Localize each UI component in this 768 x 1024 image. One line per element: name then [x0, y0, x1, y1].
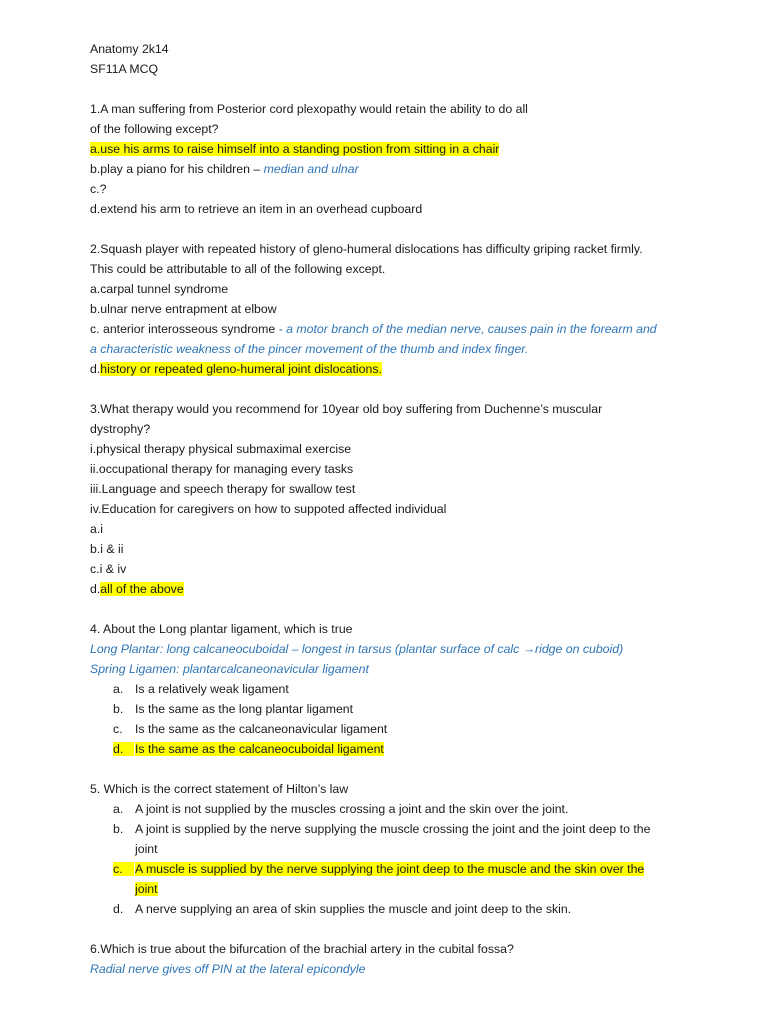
q4-option-a: Is a relatively weak ligament	[135, 682, 289, 696]
q1-option-b-note: median and ulnar	[263, 162, 359, 176]
q4-option-c-marker: c.	[113, 722, 123, 736]
q4-note-line1	[90, 639, 623, 659]
q5-option-b-line2: joint	[135, 842, 158, 856]
q2-option-b: b.ulnar nerve entrapment at elbow	[90, 302, 277, 316]
q4-note-line2: Spring Ligamen: plantarcalcaneonavicular ligament	[90, 662, 369, 676]
q4-option-d-text: Is the same as the calcaneocuboidal ligament	[135, 742, 384, 756]
q5-option-c-line2	[135, 879, 158, 899]
q6-stem: 6.Which is true about the bifurcation of the brachial artery in the cubital fossa?	[90, 942, 514, 956]
q3-stem-line1: 3.What therapy would you recommend for 10year old boy suffering from Duchenne’s muscular	[90, 402, 603, 416]
q2-option-c-note: - a motor branch of the median nerve, causes pain in the forearm and	[278, 322, 657, 336]
q5-option-c-marker-text: c.	[113, 862, 134, 876]
q4-stem: 4. About the Long plantar ligament, which is true	[90, 622, 353, 636]
q5-option-a-marker: a.	[113, 802, 124, 816]
doc-title: Anatomy 2k14	[90, 42, 169, 56]
q4-option-b-marker: b.	[113, 702, 124, 716]
q5-option-d: A nerve supplying an area of skin supplies the muscle and joint deep to the skin.	[135, 902, 572, 916]
q4-option-d-marker	[113, 739, 134, 759]
q5-stem: 5. Which is the correct statement of Hilton’s law	[90, 782, 349, 796]
q3-option-c: c.i & iv	[90, 562, 127, 576]
q2-option-a: a.carpal tunnel syndrome	[90, 282, 229, 296]
q2-option-c-note-line2: a characteristic weakness of the pincer movement of the thumb and index finger.	[90, 342, 529, 356]
q5-option-c-text1: A muscle is supplied by the nerve supplying the joint deep to the muscle and the skin over the	[135, 862, 645, 876]
q3-stem-line2: dystrophy?	[90, 422, 151, 436]
q1-stem-line2: of the following except?	[90, 122, 219, 136]
q4-note-text-end: ridge on cuboid)	[535, 642, 624, 656]
q2-option-d	[90, 359, 382, 379]
q1-stem-line1: 1.A man suffering from Posterior cord plexopathy would retain the ability to do all	[90, 102, 528, 116]
q3-option-a: a.i	[90, 522, 103, 536]
q2-option-d-text: history or repeated gleno-humeral joint dislocations.	[100, 362, 382, 376]
q2-option-d-prefix: d.	[90, 362, 101, 376]
q4-option-a-marker: a.	[113, 682, 124, 696]
q1-option-d: d.extend his arm to retrieve an item in an overhead cupboard	[90, 202, 423, 216]
q3-option-d-prefix: d.	[90, 582, 101, 596]
q3-item-i: i.physical therapy physical submaximal exercise	[90, 442, 352, 456]
q3-option-d-text: all of the above	[100, 582, 184, 596]
q4-note-text: Long Plantar: long calcaneocuboidal – longest in tarsus (plantar surface of calc	[90, 642, 523, 656]
q3-item-iii: iii.Language and speech therapy for swallow test	[90, 482, 356, 496]
q1-option-a	[90, 139, 499, 159]
q2-option-c-text: c. anterior interosseous syndrome	[90, 322, 279, 336]
q5-option-b-marker: b.	[113, 822, 124, 836]
q2-option-c	[90, 319, 657, 339]
q6-note: Radial nerve gives off PIN at the lateral epicondyle	[90, 962, 366, 976]
q5-option-c-line1	[135, 859, 644, 879]
q5-option-d-marker: d.	[113, 902, 124, 916]
q2-stem-line1: 2.Squash player with repeated history of gleno-humeral dislocations has difficulty griping racket firmly.	[90, 242, 643, 256]
q4-option-d-marker-text: d.	[113, 742, 134, 756]
arrow-right-icon: →	[522, 642, 535, 656]
q5-option-c-text2: joint	[135, 882, 158, 896]
q4-option-b: Is the same as the long plantar ligament	[135, 702, 354, 716]
q3-option-d	[90, 579, 184, 599]
q3-item-ii: ii.occupational therapy for managing every tasks	[90, 462, 354, 476]
q4-option-c: Is the same as the calcaneonavicular ligament	[135, 722, 388, 736]
q1-option-c: c.?	[90, 182, 107, 196]
q3-item-iv: iv.Education for caregivers on how to suppoted affected individual	[90, 502, 447, 516]
q2-stem-line2: This could be attributable to all of the following except.	[90, 262, 386, 276]
q1-option-a-text: a.use his arms to raise himself into a standing postion from sitting in a chair	[90, 142, 500, 156]
q5-option-a: A joint is not supplied by the muscles crossing a joint and the skin over the joint.	[135, 802, 569, 816]
q5-option-b-line1: A joint is supplied by the nerve supplying the muscle crossing the joint and the joint deep to the	[135, 822, 651, 836]
doc-subtitle: SF11A MCQ	[90, 62, 159, 76]
q4-option-d	[135, 739, 384, 759]
q5-option-c-marker	[113, 859, 134, 879]
q1-option-b	[90, 159, 359, 179]
q1-option-b-text: b.play a piano for his children –	[90, 162, 264, 176]
q3-option-b: b.i & ii	[90, 542, 124, 556]
